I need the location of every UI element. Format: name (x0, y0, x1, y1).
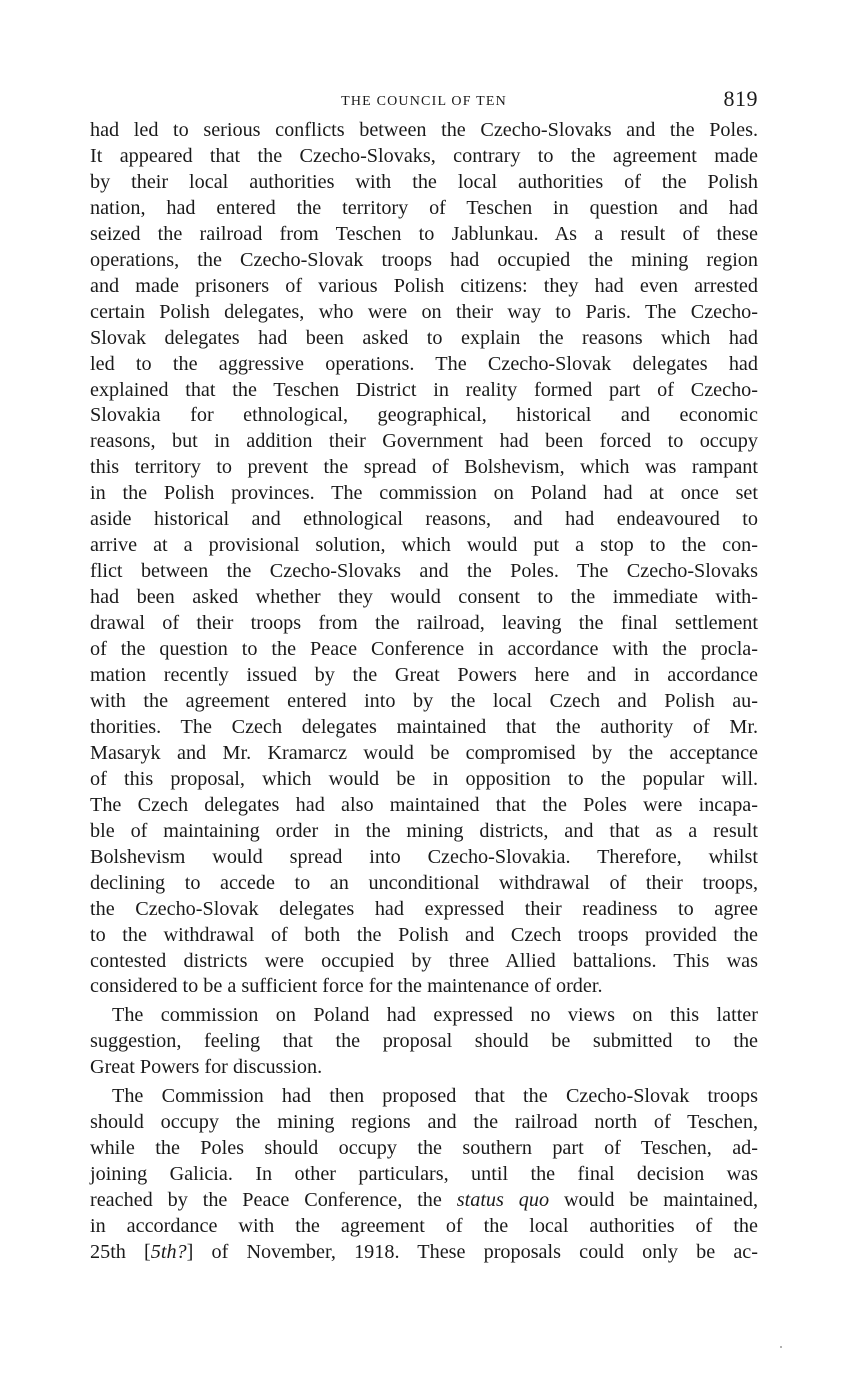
text-line: arrive at a provisional solution, which would put a stop to the con- (90, 534, 758, 557)
text-line: Masaryk and Mr. Kramarcz would be compromised by the acceptance (90, 741, 758, 764)
text-line: contested districts were occupied by three Allied battalions. This was (90, 949, 758, 972)
text-line: joining Galicia. In other particulars, until the final decision was (90, 1163, 758, 1186)
text-line: had led to serious conflicts between the Czecho-Slovaks and the Poles. (90, 119, 758, 141)
text-line: reasons, but in addition their Government had been forced to occupy (90, 430, 758, 453)
text-line: explained that the Teschen District in reality formed part of Czecho- (90, 378, 758, 401)
page-number: 819 (723, 86, 758, 111)
running-title: THE COUNCIL OF TEN (341, 94, 507, 109)
paragraph (90, 1003, 758, 1081)
paper-speck (780, 1346, 782, 1348)
paragraph (90, 1084, 758, 1266)
text-line: drawal of their troops from the railroad, leaving the final settlement (90, 612, 758, 635)
text-line: ble of maintaining order in the mining districts, and that as a result (90, 819, 758, 842)
text-line: Slovakia for ethnological, geographical, historical and economic (90, 404, 758, 427)
text-line: in the Polish provinces. The commission on Poland had at once set (90, 482, 758, 505)
text-line: nation, had entered the territory of Teschen in question and had (90, 196, 758, 219)
text-line: by their local authorities with the local authorities of the Polish (90, 170, 758, 193)
italic-phrase: status quo (456, 1189, 550, 1212)
body-text (90, 118, 758, 1266)
text-line: certain Polish delegates, who were on their way to Paris. The Czecho- (90, 300, 758, 323)
text-line: mation recently issued by the Great Powers here and in accordance (90, 664, 758, 687)
text-line: of this proposal, which would be in opposition to the popular will. (90, 767, 758, 790)
text-line: Great Powers for discussion. (90, 1056, 323, 1079)
running-head (90, 84, 758, 118)
text-line: considered to be a sufficient force for the maintenance of order. (90, 975, 603, 998)
text-line: declining to accede to an unconditional withdrawal of their troops, (90, 871, 758, 894)
text-line: of the question to the Peace Conference in accordance with the procla- (90, 638, 758, 661)
text-line: operations, the Czecho-Slovak troops had occupied the mining region (90, 248, 758, 271)
text-line: It appeared that the Czecho-Slovaks, contrary to the agreement made (90, 144, 758, 167)
text-line: aside historical and ethnological reasons, and had endeavoured to (90, 508, 758, 531)
text-line: in accordance with the agreement of the local authorities of the (90, 1215, 758, 1238)
text-line: had been asked whether they would consent to the immediate with- (90, 586, 758, 609)
paragraph (90, 118, 758, 1000)
text-line: this territory to prevent the spread of Bolshevism, which was rampant (90, 456, 758, 479)
text-run: reached by the Peace Conference, the (90, 1189, 442, 1212)
italic-editorial-note: 5th? (150, 1240, 187, 1263)
text-line: to the withdrawal of both the Polish and Czech troops provided the (90, 923, 758, 946)
text-line: should occupy the mining regions and the railroad north of Teschen, (90, 1111, 758, 1134)
text-line: seized the railroad from Teschen to Jablunkau. As a result of these (90, 222, 758, 245)
text-line: Slovak delegates had been asked to explain the reasons which had (90, 326, 758, 349)
text-line: while the Poles should occupy the southern part of Teschen, ad- (90, 1137, 758, 1160)
text-line: flict between the Czecho-Slovaks and the Poles. The Czecho-Slovaks (90, 560, 758, 583)
text-run: would be maintained, (549, 1189, 758, 1212)
text-line (90, 1240, 758, 1266)
book-page (90, 84, 758, 1266)
text-line: The Commission had then proposed that the Czecho-Slovak troops (112, 1085, 758, 1108)
text-line (90, 1188, 758, 1214)
text-line: led to the aggressive operations. The Czecho-Slovak delegates had (90, 352, 758, 375)
text-line: with the agreement entered into by the local Czech and Polish au- (90, 689, 758, 712)
text-line: thorities. The Czech delegates maintained that the authority of Mr. (90, 715, 758, 738)
text-line: Bolshevism would spread into Czecho-Slovakia. Therefore, whilst (90, 845, 758, 868)
text-run: 25th [ (90, 1240, 151, 1263)
text-line: and made prisoners of various Polish citizens: they had even arrested (90, 274, 758, 297)
text-line: suggestion, feeling that the proposal should be submitted to the (90, 1030, 758, 1053)
text-run: ] of November, 1918. These proposals could only be ac- (186, 1240, 758, 1263)
text-line: the Czecho-Slovak delegates had expressed their readiness to agree (90, 897, 758, 920)
text-line: The commission on Poland had expressed no views on this latter (112, 1004, 758, 1027)
text-line: The Czech delegates had also maintained that the Poles were incapa- (90, 793, 758, 816)
